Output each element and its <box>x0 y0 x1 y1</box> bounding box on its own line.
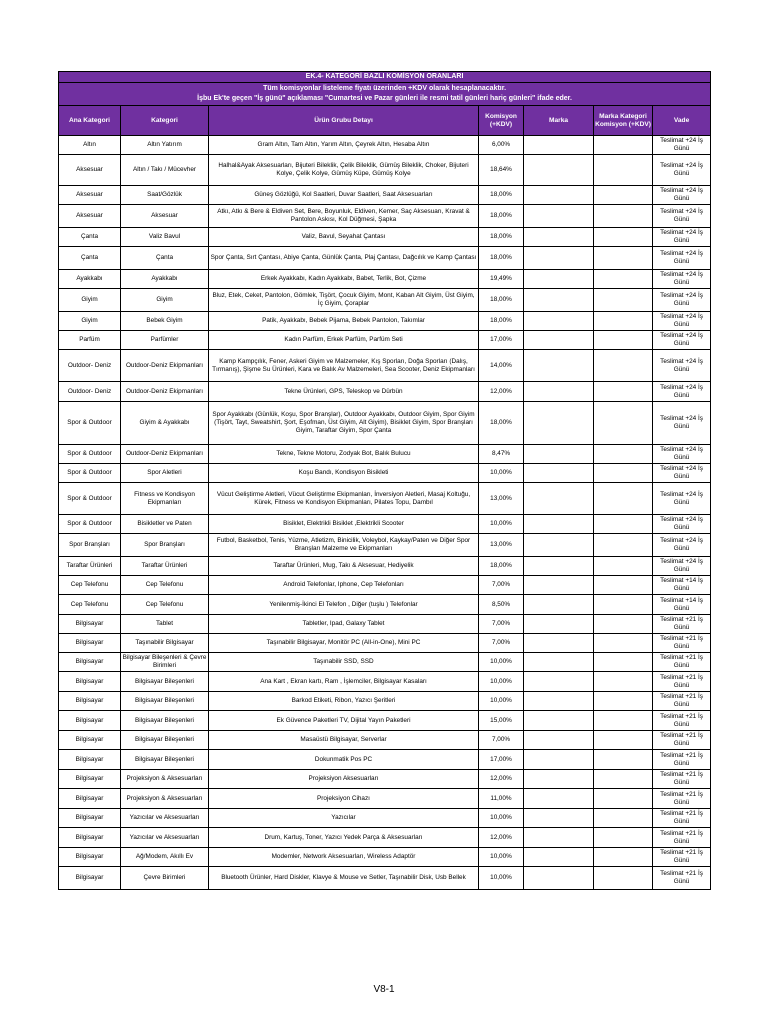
cell-urun-grubu: Gram Altın, Tam Altın, Yarım Altın, Çeyrek Altın, Hesaba Altın <box>209 136 479 155</box>
cell-urun-grubu: Bluz, Etek, Ceket, Pantolon, Gömlek, Tişört, Çocuk Giyim, Mont, Kaban Alt Giyim, Üst Giyim, İç Giyim, Çoraplar <box>209 289 479 312</box>
cell-marka-kategori-komisyon <box>594 205 653 228</box>
cell-urun-grubu: Barkod Etiketi, Ribon, Yazıcı Şeritleri <box>209 692 479 711</box>
col-header-komisyon: Komisyon (+KDV) <box>479 106 524 136</box>
cell-kategori: Spor Aletleri <box>121 464 209 483</box>
cell-marka <box>524 750 594 770</box>
table-row <box>59 731 711 750</box>
table-row <box>59 289 711 312</box>
cell-komisyon: 18,00% <box>479 186 524 205</box>
cell-urun-grubu: Tekne, Tekne Motoru, Zodyak Bot, Balık Bulucu <box>209 445 479 464</box>
cell-marka-kategori-komisyon <box>594 312 653 331</box>
cell-marka-kategori-komisyon <box>594 809 653 828</box>
cell-vade: Teslimat +21 İş Günü <box>653 634 711 653</box>
cell-marka-kategori-komisyon <box>594 228 653 247</box>
cell-ana-kategori: Spor & Outdoor <box>59 483 121 515</box>
cell-marka <box>524 445 594 464</box>
cell-ana-kategori: Altın <box>59 136 121 155</box>
cell-vade: Teslimat +21 İş Günü <box>653 615 711 634</box>
cell-marka-kategori-komisyon <box>594 270 653 289</box>
cell-urun-grubu: Halhal&Ayak Aksesuarları, Bijuteri Bileklik, Çelik Bileklik, Gümüş Bileklik, Choker, Bijuteri Kolye, Çelik Kolye, Gümüş Küpe, Gümüş Kolye <box>209 155 479 186</box>
cell-komisyon: 13,00% <box>479 483 524 515</box>
page-footer: V8-1 <box>373 984 395 995</box>
cell-urun-grubu: Android Telefonlar, Iphone, Cep Telefonları <box>209 576 479 595</box>
cell-vade: Teslimat +24 İş Günü <box>653 228 711 247</box>
cell-marka-kategori-komisyon <box>594 789 653 809</box>
cell-marka <box>524 155 594 186</box>
cell-marka <box>524 270 594 289</box>
cell-marka <box>524 653 594 672</box>
col-header-urun-grubu: Ürün Grubu Detayı <box>209 106 479 136</box>
cell-marka-kategori-komisyon <box>594 350 653 382</box>
table-row <box>59 534 711 557</box>
cell-komisyon: 10,00% <box>479 692 524 711</box>
cell-marka-kategori-komisyon <box>594 331 653 350</box>
cell-marka-kategori-komisyon <box>594 186 653 205</box>
cell-vade: Teslimat +21 İş Günü <box>653 750 711 770</box>
cell-marka <box>524 809 594 828</box>
cell-marka-kategori-komisyon <box>594 155 653 186</box>
cell-urun-grubu: Kamp Kampçılık, Fener, Askeri Giyim ve Malzemeler, Kış Sporları, Doğa Sporları (Dalış, Tırmanış), Şişme Su Ürünleri, Kara ve Balık Av Malzemeleri, Sea Scooter, Deniz Ekipmanları <box>209 350 479 382</box>
cell-vade: Teslimat +21 İş Günü <box>653 711 711 731</box>
cell-urun-grubu: Projeksiyon Cihazı <box>209 789 479 809</box>
cell-ana-kategori: Spor & Outdoor <box>59 464 121 483</box>
table-row <box>59 205 711 228</box>
table-row <box>59 350 711 382</box>
cell-vade: Teslimat +14 İş Günü <box>653 595 711 615</box>
cell-marka-kategori-komisyon <box>594 692 653 711</box>
cell-vade: Teslimat +21 İş Günü <box>653 789 711 809</box>
cell-urun-grubu: Ana Kart , Ekran kartı, Ram , İşlemciler, Bilgisayar Kasaları <box>209 672 479 692</box>
cell-ana-kategori: Spor Branşları <box>59 534 121 557</box>
cell-marka <box>524 350 594 382</box>
cell-vade: Teslimat +24 İş Günü <box>653 350 711 382</box>
table-row <box>59 711 711 731</box>
cell-vade: Teslimat +21 İş Günü <box>653 809 711 828</box>
cell-kategori: Yazıcılar ve Aksesuarları <box>121 828 209 848</box>
table-notes <box>59 83 711 106</box>
cell-komisyon: 12,00% <box>479 382 524 402</box>
table-row <box>59 464 711 483</box>
cell-ana-kategori: Cep Telefonu <box>59 595 121 615</box>
cell-ana-kategori: Bilgisayar <box>59 672 121 692</box>
cell-marka <box>524 402 594 445</box>
cell-ana-kategori: Bilgisayar <box>59 809 121 828</box>
cell-kategori: Projeksiyon & Aksesuarları <box>121 770 209 789</box>
cell-ana-kategori: Aksesuar <box>59 155 121 186</box>
cell-komisyon: 10,00% <box>479 867 524 890</box>
cell-urun-grubu: Atkı, Atkı & Bere & Eldiven Set, Bere, Boyunluk, Eldiven, Kemer, Saç Aksesuarı, Kravat & Pantolon Askısı, Kol Düğmesi, Şapka <box>209 205 479 228</box>
cell-marka-kategori-komisyon <box>594 731 653 750</box>
cell-marka <box>524 186 594 205</box>
cell-marka-kategori-komisyon <box>594 828 653 848</box>
table-row <box>59 595 711 615</box>
cell-ana-kategori: Giyim <box>59 289 121 312</box>
cell-marka <box>524 515 594 534</box>
cell-kategori: Tablet <box>121 615 209 634</box>
cell-urun-grubu: Patik, Ayakkabı, Bebek Pijama, Bebek Pantolon, Takımlar <box>209 312 479 331</box>
cell-marka-kategori-komisyon <box>594 557 653 576</box>
cell-urun-grubu: Vücut Geliştirme Aletleri, Vücut Geliştirme Ekipmanları, İnversiyon Aletleri, Masaj Koltuğu, Kürek, Fitness ve Kondisyon Ekipmanları, Pilates Topu, Dambıl <box>209 483 479 515</box>
cell-marka <box>524 136 594 155</box>
cell-marka-kategori-komisyon <box>594 595 653 615</box>
cell-vade: Teslimat +24 İş Günü <box>653 247 711 270</box>
cell-vade: Teslimat +24 İş Günü <box>653 534 711 557</box>
cell-komisyon: 10,00% <box>479 653 524 672</box>
cell-marka-kategori-komisyon <box>594 867 653 890</box>
cell-kategori: Cep Telefonu <box>121 576 209 595</box>
cell-urun-grubu: Taraftar Ürünleri, Mug, Takı & Aksesuar, Hediyelik <box>209 557 479 576</box>
cell-marka <box>524 692 594 711</box>
table-row <box>59 653 711 672</box>
cell-urun-grubu: Taşınabilir SSD, SSD <box>209 653 479 672</box>
commission-table-container <box>58 71 710 890</box>
cell-marka <box>524 312 594 331</box>
cell-marka <box>524 228 594 247</box>
cell-kategori: Parfümler <box>121 331 209 350</box>
table-row <box>59 848 711 867</box>
cell-vade: Teslimat +21 İş Günü <box>653 692 711 711</box>
cell-marka-kategori-komisyon <box>594 576 653 595</box>
cell-marka-kategori-komisyon <box>594 382 653 402</box>
cell-urun-grubu: Drum, Kartuş, Toner, Yazıcı Yedek Parça & Aksesuarları <box>209 828 479 848</box>
cell-marka <box>524 770 594 789</box>
cell-ana-kategori: Spor & Outdoor <box>59 445 121 464</box>
cell-marka-kategori-komisyon <box>594 770 653 789</box>
cell-marka <box>524 576 594 595</box>
col-header-ana-kategori: Ana Kategori <box>59 106 121 136</box>
cell-kategori: Outdoor-Deniz Ekipmanları <box>121 445 209 464</box>
cell-vade: Teslimat +24 İş Günü <box>653 515 711 534</box>
cell-urun-grubu: Projeksiyon Aksesuarları <box>209 770 479 789</box>
cell-ana-kategori: Aksesuar <box>59 205 121 228</box>
cell-ana-kategori: Bilgisayar <box>59 653 121 672</box>
cell-komisyon: 14,00% <box>479 350 524 382</box>
cell-urun-grubu: Güneş Gözlüğü, Kol Saatleri, Duvar Saatleri, Saat Aksesuarları <box>209 186 479 205</box>
table-row <box>59 445 711 464</box>
cell-ana-kategori: Spor & Outdoor <box>59 515 121 534</box>
cell-ana-kategori: Bilgisayar <box>59 828 121 848</box>
cell-ana-kategori: Bilgisayar <box>59 711 121 731</box>
cell-vade: Teslimat +24 İş Günü <box>653 270 711 289</box>
cell-ana-kategori: Ayakkabı <box>59 270 121 289</box>
cell-kategori: Giyim <box>121 289 209 312</box>
cell-marka <box>524 848 594 867</box>
col-header-marka-kategori-komisyon: Marka Kategori Komisyon (+KDV) <box>594 106 653 136</box>
cell-marka-kategori-komisyon <box>594 402 653 445</box>
cell-vade: Teslimat +24 İş Günü <box>653 289 711 312</box>
cell-vade: Teslimat +24 İş Günü <box>653 483 711 515</box>
cell-urun-grubu: Modemler, Network Aksesuarları, Wireless Adaptör <box>209 848 479 867</box>
cell-komisyon: 18,00% <box>479 289 524 312</box>
cell-kategori: Ayakkabı <box>121 270 209 289</box>
cell-kategori: Bebek Giyim <box>121 312 209 331</box>
cell-urun-grubu: Tabletler, Ipad, Galaxy Tablet <box>209 615 479 634</box>
cell-urun-grubu: Kadın Parfüm, Erkek Parfüm, Parfüm Seti <box>209 331 479 350</box>
cell-marka-kategori-komisyon <box>594 247 653 270</box>
cell-komisyon: 6,00% <box>479 136 524 155</box>
cell-komisyon: 18,00% <box>479 247 524 270</box>
table-row <box>59 828 711 848</box>
cell-vade: Teslimat +24 İş Günü <box>653 312 711 331</box>
cell-komisyon: 7,00% <box>479 576 524 595</box>
col-header-kategori: Kategori <box>121 106 209 136</box>
cell-marka-kategori-komisyon <box>594 464 653 483</box>
cell-urun-grubu: Spor Çanta, Sırt Çantası, Abiye Çanta, Günlük Çanta, Plaj Çantası, Dağcılık ve Kamp Çantası <box>209 247 479 270</box>
cell-kategori: Taşınabilir Bilgisayar <box>121 634 209 653</box>
table-row <box>59 402 711 445</box>
cell-kategori: Cep Telefonu <box>121 595 209 615</box>
cell-marka <box>524 205 594 228</box>
cell-ana-kategori: Bilgisayar <box>59 750 121 770</box>
cell-komisyon: 7,00% <box>479 731 524 750</box>
cell-marka <box>524 247 594 270</box>
cell-komisyon: 7,00% <box>479 615 524 634</box>
cell-kategori: Bilgisayar Bileşenleri <box>121 711 209 731</box>
cell-kategori: Çevre Birimleri <box>121 867 209 890</box>
cell-kategori: Valiz Bavul <box>121 228 209 247</box>
cell-ana-kategori: Bilgisayar <box>59 848 121 867</box>
cell-kategori: Yazıcılar ve Aksesuarları <box>121 809 209 828</box>
cell-komisyon: 11,00% <box>479 789 524 809</box>
cell-marka-kategori-komisyon <box>594 615 653 634</box>
cell-komisyon: 10,00% <box>479 848 524 867</box>
cell-kategori: Bilgisayar Bileşenleri <box>121 731 209 750</box>
cell-kategori: Aksesuar <box>121 205 209 228</box>
cell-ana-kategori: Spor & Outdoor <box>59 402 121 445</box>
cell-ana-kategori: Bilgisayar <box>59 770 121 789</box>
cell-komisyon: 10,00% <box>479 464 524 483</box>
cell-vade: Teslimat +24 İş Günü <box>653 205 711 228</box>
cell-komisyon: 18,00% <box>479 402 524 445</box>
cell-urun-grubu: Valiz, Bavul, Seyahat Çantası <box>209 228 479 247</box>
cell-marka-kategori-komisyon <box>594 653 653 672</box>
cell-urun-grubu: Bisiklet, Elektrikli Bisiklet ,Elektrikli Scooter <box>209 515 479 534</box>
cell-marka <box>524 464 594 483</box>
cell-ana-kategori: Giyim <box>59 312 121 331</box>
cell-komisyon: 18,64% <box>479 155 524 186</box>
cell-komisyon: 7,00% <box>479 634 524 653</box>
cell-komisyon: 19,49% <box>479 270 524 289</box>
cell-komisyon: 8,47% <box>479 445 524 464</box>
cell-urun-grubu: Futbol, Basketbol, Tenis, Yüzme, Atletizm, Binicilik, Voleybol, Kaykay/Paten ve Diğer Spor Branşları Malzeme ve Ekipmanları <box>209 534 479 557</box>
cell-komisyon: 12,00% <box>479 770 524 789</box>
cell-kategori: Outdoor-Deniz Ekipmanları <box>121 382 209 402</box>
table-row <box>59 247 711 270</box>
cell-marka <box>524 331 594 350</box>
cell-marka-kategori-komisyon <box>594 515 653 534</box>
cell-komisyon: 10,00% <box>479 809 524 828</box>
cell-urun-grubu: Tekne Ürünleri, GPS, Teleskop ve Dürbün <box>209 382 479 402</box>
cell-marka <box>524 731 594 750</box>
cell-vade: Teslimat +21 İş Günü <box>653 848 711 867</box>
cell-urun-grubu: Masaüstü Bilgisayar, Serverlar <box>209 731 479 750</box>
table-row <box>59 557 711 576</box>
cell-marka <box>524 828 594 848</box>
cell-kategori: Bilgisayar Bileşenleri <box>121 692 209 711</box>
cell-komisyon: 8,50% <box>479 595 524 615</box>
table-row <box>59 483 711 515</box>
table-row <box>59 228 711 247</box>
cell-kategori: Çanta <box>121 247 209 270</box>
cell-vade: Teslimat +21 İş Günü <box>653 731 711 750</box>
table-row <box>59 615 711 634</box>
cell-vade: Teslimat +24 İş Günü <box>653 557 711 576</box>
cell-kategori: Altın / Takı / Mücevher <box>121 155 209 186</box>
cell-urun-grubu: Taşınabilir Bilgisayar, Monitör PC (All-in-One), Mini PC <box>209 634 479 653</box>
cell-kategori: Altın Yatırım <box>121 136 209 155</box>
table-row <box>59 809 711 828</box>
cell-urun-grubu: Yazıcılar <box>209 809 479 828</box>
cell-ana-kategori: Taraftar Ürünleri <box>59 557 121 576</box>
cell-ana-kategori: Bilgisayar <box>59 634 121 653</box>
table-row <box>59 136 711 155</box>
cell-ana-kategori: Çanta <box>59 228 121 247</box>
cell-kategori: Taraftar Ürünleri <box>121 557 209 576</box>
cell-komisyon: 18,00% <box>479 312 524 331</box>
cell-marka <box>524 615 594 634</box>
cell-urun-grubu: Koşu Bandı, Kondisyon Bisikleti <box>209 464 479 483</box>
cell-marka-kategori-komisyon <box>594 445 653 464</box>
cell-vade: Teslimat +24 İş Günü <box>653 155 711 186</box>
cell-marka-kategori-komisyon <box>594 848 653 867</box>
cell-marka-kategori-komisyon <box>594 483 653 515</box>
cell-marka <box>524 867 594 890</box>
cell-komisyon: 10,00% <box>479 515 524 534</box>
cell-kategori: Bisikletler ve Paten <box>121 515 209 534</box>
cell-komisyon: 10,00% <box>479 672 524 692</box>
cell-marka-kategori-komisyon <box>594 289 653 312</box>
cell-vade: Teslimat +21 İş Günü <box>653 770 711 789</box>
cell-urun-grubu: Bluetooth Ürünler, Hard Diskler, Klavye & Mouse ve Setler, Taşınabilir Disk, Usb Bellek <box>209 867 479 890</box>
cell-komisyon: 17,00% <box>479 331 524 350</box>
cell-komisyon: 12,00% <box>479 828 524 848</box>
cell-kategori: Spor Branşları <box>121 534 209 557</box>
cell-ana-kategori: Bilgisayar <box>59 867 121 890</box>
cell-kategori: Fitness ve Kondisyon Ekipmanları <box>121 483 209 515</box>
cell-vade: Teslimat +21 İş Günü <box>653 867 711 890</box>
cell-kategori: Bilgisayar Bileşenleri <box>121 672 209 692</box>
cell-urun-grubu: Dokunmatik Pos PC <box>209 750 479 770</box>
note-workday: İşbu Ek'te geçen "İş günü" açıklaması "Cumartesi ve Pazar günleri ile resmi tatil günleri hariç günleri" ifade eder. <box>197 95 572 102</box>
table-row <box>59 867 711 890</box>
cell-kategori: Giyim & Ayakkabı <box>121 402 209 445</box>
table-row <box>59 270 711 289</box>
table-row <box>59 789 711 809</box>
cell-vade: Teslimat +24 İş Günü <box>653 402 711 445</box>
cell-vade: Teslimat +24 İş Günü <box>653 186 711 205</box>
cell-urun-grubu: Ek Güvence Paketleri TV, Dijital Yayın Paketleri <box>209 711 479 731</box>
table-row <box>59 186 711 205</box>
table-row <box>59 312 711 331</box>
cell-marka <box>524 711 594 731</box>
cell-komisyon: 15,00% <box>479 711 524 731</box>
cell-komisyon: 18,00% <box>479 557 524 576</box>
cell-vade: Teslimat +24 İş Günü <box>653 382 711 402</box>
table-title: EK.4- KATEGORİ BAZLI KOMİSYON ORANLARI <box>59 72 711 83</box>
table-row <box>59 155 711 186</box>
cell-komisyon: 18,00% <box>479 228 524 247</box>
cell-marka <box>524 634 594 653</box>
cell-ana-kategori: Bilgisayar <box>59 692 121 711</box>
note-kdv: Tüm komisyonlar listeleme fiyatı üzerinden +KDV olarak hesaplanacaktır. <box>263 85 507 92</box>
cell-kategori: Ağ/Modem, Akıllı Ev <box>121 848 209 867</box>
col-header-marka: Marka <box>524 106 594 136</box>
cell-ana-kategori: Çanta <box>59 247 121 270</box>
cell-marka <box>524 595 594 615</box>
cell-kategori: Projeksiyon & Aksesuarları <box>121 789 209 809</box>
col-header-vade: Vade <box>653 106 711 136</box>
table-row <box>59 672 711 692</box>
cell-kategori: Bilgisayar Bileşenleri & Çevre Birimleri <box>121 653 209 672</box>
cell-urun-grubu: Erkek Ayakkabı, Kadın Ayakkabı, Babet, Terlik, Bot, Çizme <box>209 270 479 289</box>
table-row <box>59 634 711 653</box>
cell-urun-grubu: Spor Ayakkabı (Günlük, Koşu, Spor Branşlar), Outdoor Ayakkabı, Outdoor Giyim, Spor Giyim (Tişört, Tayt, Sweatshirt, Şort, Eşofman, Üst Giyim, Alt Giyim), Bisiklet Giyim, Spor Branşları Giyim, Taraftar Giyim, Spor Çanta <box>209 402 479 445</box>
cell-vade: Teslimat +24 İş Günü <box>653 464 711 483</box>
cell-komisyon: 17,00% <box>479 750 524 770</box>
table-row <box>59 576 711 595</box>
cell-ana-kategori: Cep Telefonu <box>59 576 121 595</box>
cell-ana-kategori: Bilgisayar <box>59 789 121 809</box>
table-row <box>59 382 711 402</box>
cell-ana-kategori: Bilgisayar <box>59 615 121 634</box>
table-row <box>59 331 711 350</box>
cell-marka <box>524 289 594 312</box>
cell-marka <box>524 557 594 576</box>
cell-marka-kategori-komisyon <box>594 136 653 155</box>
cell-vade: Teslimat +21 İş Günü <box>653 828 711 848</box>
cell-ana-kategori: Outdoor- Deniz <box>59 382 121 402</box>
cell-ana-kategori: Aksesuar <box>59 186 121 205</box>
table-row <box>59 770 711 789</box>
cell-kategori: Bilgisayar Bileşenleri <box>121 750 209 770</box>
table-row <box>59 750 711 770</box>
cell-vade: Teslimat +21 İş Günü <box>653 672 711 692</box>
table-row <box>59 692 711 711</box>
cell-kategori: Outdoor-Deniz Ekipmanları <box>121 350 209 382</box>
cell-marka-kategori-komisyon <box>594 534 653 557</box>
cell-marka <box>524 789 594 809</box>
cell-vade: Teslimat +21 İş Günü <box>653 653 711 672</box>
cell-ana-kategori: Bilgisayar <box>59 731 121 750</box>
cell-marka <box>524 672 594 692</box>
cell-vade: Teslimat +24 İş Günü <box>653 331 711 350</box>
cell-komisyon: 13,00% <box>479 534 524 557</box>
cell-ana-kategori: Outdoor- Deniz <box>59 350 121 382</box>
cell-vade: Teslimat +14 İş Günü <box>653 576 711 595</box>
cell-marka <box>524 534 594 557</box>
cell-marka-kategori-komisyon <box>594 672 653 692</box>
cell-marka-kategori-komisyon <box>594 634 653 653</box>
cell-kategori: Saat/Gözlük <box>121 186 209 205</box>
cell-marka <box>524 483 594 515</box>
table-row <box>59 515 711 534</box>
commission-table <box>58 71 711 890</box>
cell-urun-grubu: Yenilenmiş-İkinci El Telefon , Diğer (tuşlu ) Telefonlar <box>209 595 479 615</box>
cell-marka <box>524 382 594 402</box>
cell-vade: Teslimat +24 İş Günü <box>653 136 711 155</box>
cell-marka-kategori-komisyon <box>594 750 653 770</box>
cell-komisyon: 18,00% <box>479 205 524 228</box>
cell-marka-kategori-komisyon <box>594 711 653 731</box>
cell-vade: Teslimat +24 İş Günü <box>653 445 711 464</box>
cell-ana-kategori: Parfüm <box>59 331 121 350</box>
